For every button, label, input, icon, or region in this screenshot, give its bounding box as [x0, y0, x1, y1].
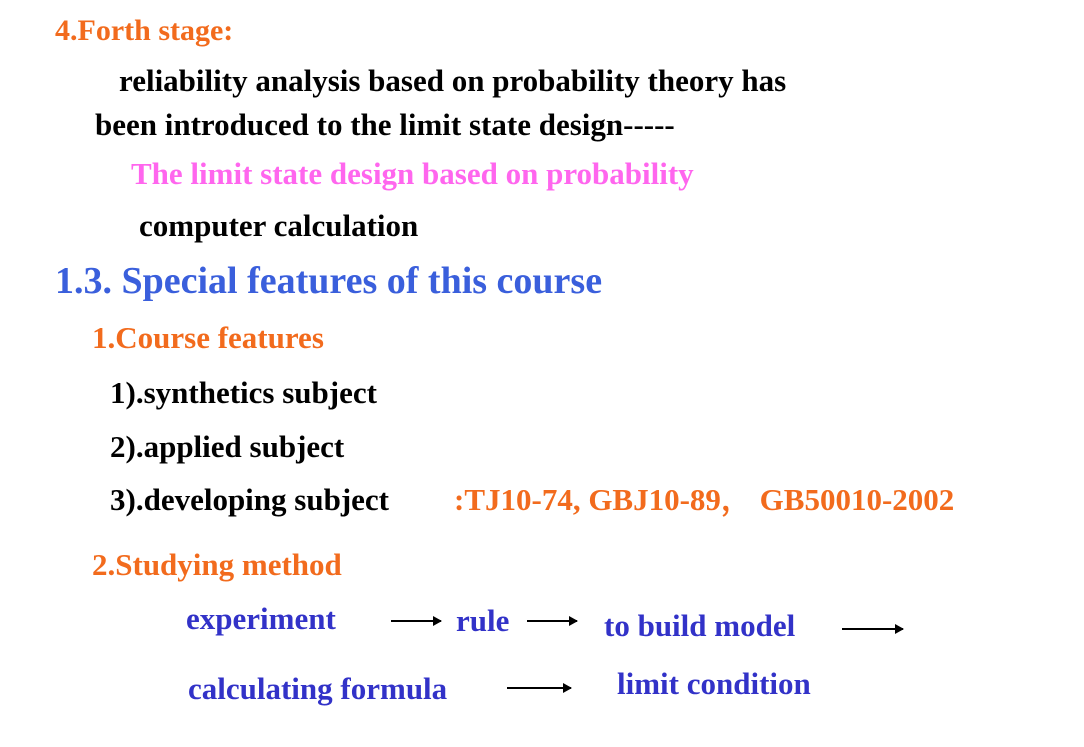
- flow-rule: rule: [456, 603, 510, 638]
- arrow-right-icon: [391, 620, 441, 622]
- probability-design-text: The limit state design based on probability: [131, 156, 694, 191]
- flow-build-model: to build model: [604, 608, 796, 643]
- arrow-right-icon: [842, 628, 903, 630]
- computer-calculation-text: computer calculation: [139, 208, 419, 243]
- reliability-text-line1: reliability analysis based on probability theory has: [119, 63, 787, 98]
- course-features-heading: 1.Course features: [92, 320, 324, 355]
- section-title: 1.3. Special features of this course: [55, 260, 603, 302]
- stage-heading: 4.Forth stage:: [55, 14, 234, 47]
- arrow-right-icon: [507, 687, 571, 689]
- reliability-text-line2: been introduced to the limit state design-----: [95, 107, 675, 142]
- feature-item-synthetics: 1).synthetics subject: [110, 375, 377, 410]
- flow-limit-condition: limit condition: [617, 666, 811, 701]
- studying-method-heading: 2.Studying method: [92, 547, 342, 582]
- flow-experiment: experiment: [186, 601, 336, 636]
- feature-item-applied: 2).applied subject: [110, 429, 345, 464]
- flow-calculating-formula: calculating formula: [188, 671, 448, 706]
- feature-item-developing: 3).developing subject: [110, 482, 389, 517]
- code-versions: :TJ10-74, GBJ10-89， GB50010-2002: [454, 482, 955, 517]
- arrow-right-icon: [527, 620, 577, 622]
